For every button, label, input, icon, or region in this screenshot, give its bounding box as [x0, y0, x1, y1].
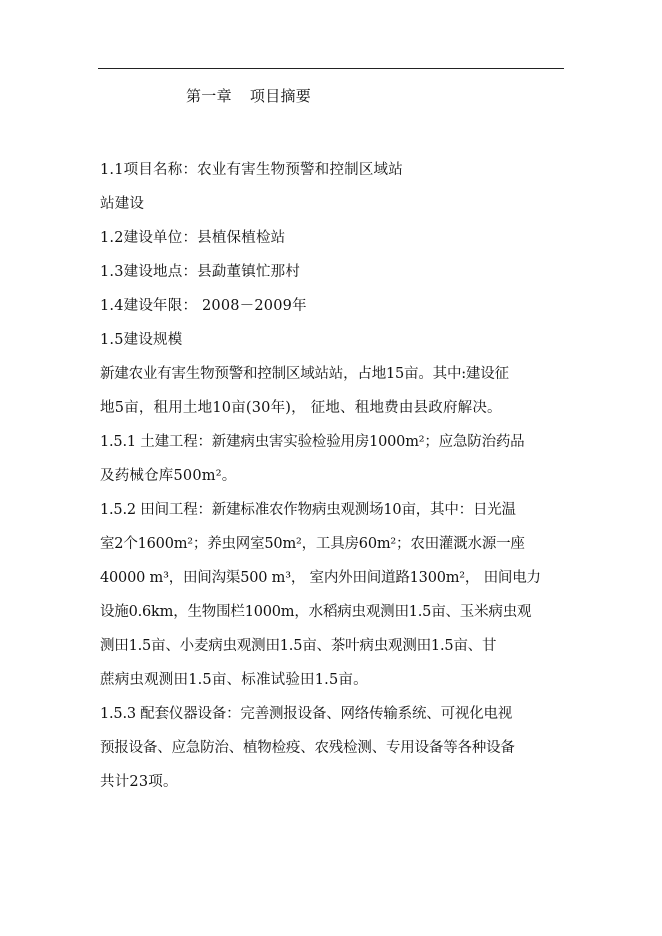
section-1-5-2-line-4: 设施0.6km，生物围栏1000m，水稻病虫观测田1.5亩、玉米病虫观 [100, 604, 532, 620]
paragraph-scale-line-1: 新建农业有害生物预警和控制区域站站，占地15亩。其中:建设征 [100, 366, 509, 382]
section-1-5-2-line-6: 蔗病虫观测田1.5亩、标准试验田1.5亩。 [100, 672, 368, 688]
section-1-4-construction-period: 1.4建设年限： 2008－2009年 [100, 298, 307, 314]
section-1-5-2-line-2: 室2个1600m²；养虫网室50m²，工具房60m²；农田灌溉水源一座 [100, 536, 525, 552]
section-1-1-project-name-cont: 站建设 [100, 196, 145, 212]
section-1-3-construction-site: 1.3建设地点：县勐董镇忙那村 [100, 264, 301, 280]
section-1-5-1-line-1: 1.5.1 土建工程：新建病虫害实验检验用房1000m²；应急防治药品 [100, 434, 525, 450]
section-1-5-construction-scale: 1.5建设规模 [100, 332, 183, 348]
paragraph-scale-line-2: 地5亩，租用土地10亩(30年)， 征地、租地费由县政府解决。 [100, 400, 502, 416]
section-1-5-2-line-5: 测田1.5亩、小麦病虫观测田1.5亩、茶叶病虫观测田1.5亩、甘 [100, 638, 497, 654]
section-1-1-project-name: 1.1项目名称：农业有害生物预警和控制区域站 [100, 162, 403, 178]
section-1-5-3-line-2: 预报设备、应急防治、植物检疫、农残检测、专用设备等各种设备 [100, 740, 515, 756]
section-1-5-1-line-2: 及药械仓库500m²。 [100, 468, 237, 484]
section-1-5-3-line-3: 共计23项。 [100, 774, 178, 790]
section-1-5-2-line-3: 40000 m³，田间沟渠500 m³， 室内外田间道路1300m²， 田间电力 [100, 570, 541, 586]
section-1-2-construction-unit: 1.2建设单位：县植保植检站 [100, 230, 286, 246]
document-body [100, 153, 570, 799]
chapter-heading [186, 86, 311, 106]
section-1-5-3-line-1: 1.5.3 配套仪器设备：完善测报设备、网络传输系统、可视化电视 [100, 706, 513, 722]
chapter-number: 第一章 [186, 87, 232, 105]
chapter-title: 项目摘要 [249, 87, 312, 105]
section-1-5-2-line-1: 1.5.2 田间工程：新建标准农作物病虫观测场10亩，其中：日光温 [100, 502, 516, 518]
header-rule [98, 68, 564, 69]
